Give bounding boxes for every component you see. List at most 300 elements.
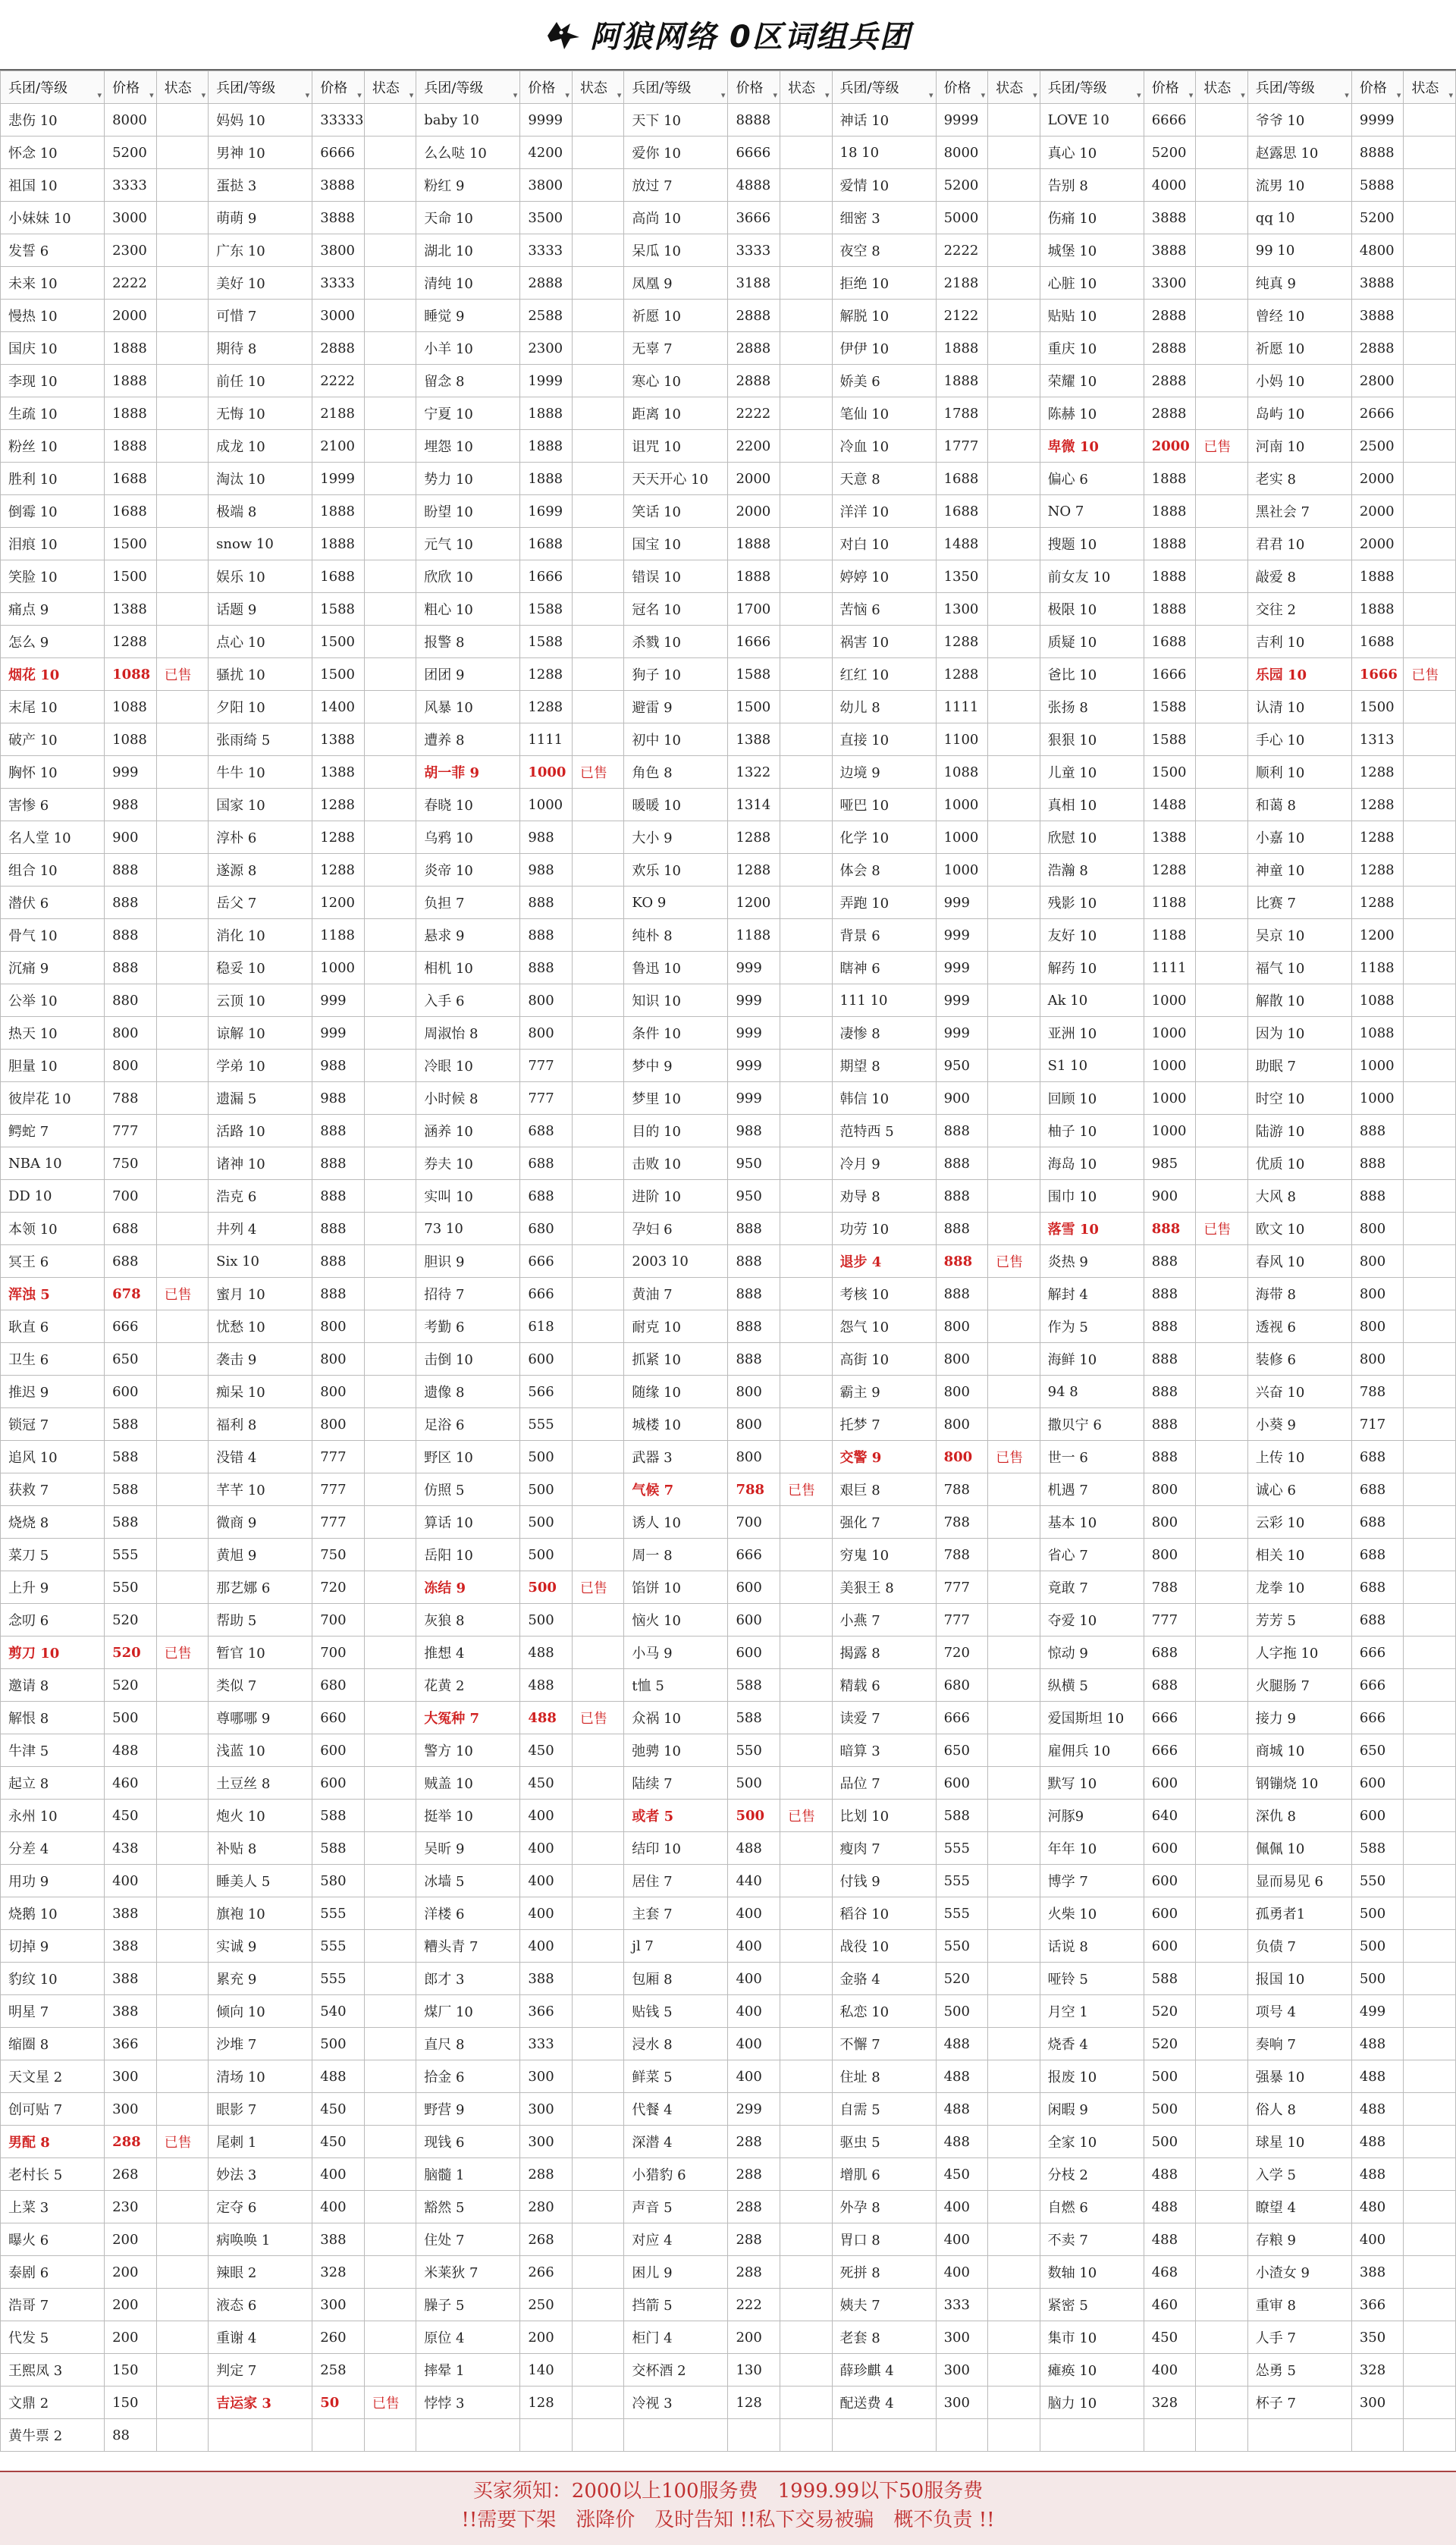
cell-group-name: 爱情 10 xyxy=(832,169,936,202)
cell-price: 1588 xyxy=(1144,691,1196,723)
filter-dropdown-icon[interactable]: ▾ xyxy=(305,90,310,100)
cell-status xyxy=(156,463,209,495)
filter-dropdown-icon[interactable]: ▾ xyxy=(1396,90,1401,100)
cell-status xyxy=(156,984,209,1017)
cell-group-name: 怎么 9 xyxy=(1,626,105,658)
cell-group-name: 落雪 10 xyxy=(1040,1213,1144,1245)
table-row xyxy=(1,1963,1456,1995)
filter-dropdown-icon[interactable]: ▾ xyxy=(1345,90,1349,100)
cell-group-name: 警方 10 xyxy=(416,1734,520,1767)
cell-group-name: 点心 10 xyxy=(209,626,312,658)
cell-status xyxy=(364,267,416,300)
cell-group-name xyxy=(1040,2419,1144,2452)
cell-group-name: 么么哒 10 xyxy=(416,137,520,169)
cell-status xyxy=(364,1637,416,1669)
cell-price: 588 xyxy=(1144,1963,1196,1995)
cell-group-name: S1 10 xyxy=(1040,1050,1144,1082)
cell-status: 已售 xyxy=(988,1245,1040,1278)
cell-status xyxy=(1196,952,1248,984)
cell-price: 400 xyxy=(1144,2354,1196,2387)
cell-group-name: 配送费 4 xyxy=(832,2387,936,2419)
cell-price: 1500 xyxy=(312,626,365,658)
cell-group-name: 73 10 xyxy=(416,1213,520,1245)
cell-group-name: 边境 9 xyxy=(832,756,936,789)
cell-group-name: 搜题 10 xyxy=(1040,528,1144,560)
cell-group-name: 结印 10 xyxy=(624,1832,728,1865)
cell-price: 600 xyxy=(1351,1800,1404,1832)
cell-price: 266 xyxy=(520,2256,573,2289)
cell-price xyxy=(520,2419,573,2452)
cell-group-name: 国家 10 xyxy=(209,789,312,821)
filter-dropdown-icon[interactable]: ▾ xyxy=(981,90,986,100)
header-status[interactable] xyxy=(572,71,624,104)
cell-status xyxy=(1196,626,1248,658)
cell-status xyxy=(572,1441,624,1473)
header-price[interactable] xyxy=(936,71,988,104)
header-group-level[interactable] xyxy=(416,71,520,104)
cell-price: 999 xyxy=(936,919,988,952)
cell-group-name: 冠名 10 xyxy=(624,593,728,626)
cell-status xyxy=(1196,1245,1248,1278)
filter-dropdown-icon[interactable]: ▾ xyxy=(357,90,362,100)
cell-group-name: 荣耀 10 xyxy=(1040,365,1144,397)
cell-status xyxy=(780,1506,832,1539)
cell-price: 258 xyxy=(312,2354,365,2387)
filter-dropdown-icon[interactable]: ▾ xyxy=(1033,90,1037,100)
cell-price: 1500 xyxy=(728,691,780,723)
filter-dropdown-icon[interactable]: ▾ xyxy=(565,90,570,100)
cell-status xyxy=(572,1734,624,1767)
cell-group-name: 牛牛 10 xyxy=(209,756,312,789)
cell-status xyxy=(1196,2289,1248,2321)
header-label: 状态 xyxy=(164,80,192,96)
cell-status xyxy=(1196,1147,1248,1180)
cell-status xyxy=(156,1115,209,1147)
cell-status xyxy=(780,463,832,495)
header-price[interactable] xyxy=(1144,71,1196,104)
header-group-level[interactable] xyxy=(1247,71,1351,104)
cell-group-name: 装修 6 xyxy=(1247,1343,1351,1376)
cell-status xyxy=(1404,1441,1456,1473)
cell-price: 260 xyxy=(312,2321,365,2354)
cell-group-name: 诅咒 10 xyxy=(624,430,728,463)
cell-price: 2100 xyxy=(312,430,365,463)
cell-price: 150 xyxy=(105,2354,157,2387)
filter-dropdown-icon[interactable]: ▾ xyxy=(773,90,777,100)
cell-price: 488 xyxy=(936,2028,988,2060)
cell-status xyxy=(988,1995,1040,2028)
cell-status xyxy=(572,919,624,952)
cell-price: 1888 xyxy=(936,365,988,397)
cell-status xyxy=(780,104,832,137)
cell-group-name: 99 10 xyxy=(1247,234,1351,267)
cell-group-name: 小妈 10 xyxy=(1247,365,1351,397)
header-price[interactable] xyxy=(1351,71,1404,104)
header-price[interactable] xyxy=(312,71,365,104)
cell-group-name: 项号 4 xyxy=(1247,1995,1351,2028)
cell-group-name: NO 7 xyxy=(1040,495,1144,528)
cell-status xyxy=(1196,332,1248,365)
cell-status: 已售 xyxy=(364,2387,416,2419)
filter-dropdown-icon[interactable]: ▾ xyxy=(824,90,830,100)
cell-group-name: 小嘉 10 xyxy=(1247,821,1351,854)
cell-status xyxy=(156,1310,209,1343)
cell-group-name: 冻结 9 xyxy=(416,1571,520,1604)
cell-price: 400 xyxy=(520,1865,573,1897)
cell-group-name: 省心 7 xyxy=(1040,1539,1144,1571)
filter-dropdown-icon[interactable]: ▾ xyxy=(97,90,102,100)
cell-group-name: 拒绝 10 xyxy=(832,267,936,300)
cell-status xyxy=(364,2289,416,2321)
cell-status xyxy=(1404,1180,1456,1213)
cell-group-name: 自燃 6 xyxy=(1040,2191,1144,2223)
cell-status xyxy=(1196,854,1248,887)
cell-status xyxy=(156,2289,209,2321)
cell-group-name: 明星 7 xyxy=(1,1995,105,2028)
cell-group-name: 呆瓜 10 xyxy=(624,234,728,267)
table-row xyxy=(1,1441,1456,1473)
cell-price: 1400 xyxy=(312,691,365,723)
cell-price: 3333 xyxy=(520,234,573,267)
cell-status xyxy=(1404,430,1456,463)
cell-group-name: 竟敢 7 xyxy=(1040,1571,1144,1604)
cell-price: 1888 xyxy=(105,365,157,397)
header-status[interactable] xyxy=(364,71,416,104)
cell-group-name: 挺举 10 xyxy=(416,1800,520,1832)
cell-price: 1388 xyxy=(1144,821,1196,854)
cell-status xyxy=(780,2289,832,2321)
cell-status xyxy=(572,1963,624,1995)
cell-group-name: 眼影 7 xyxy=(209,2093,312,2126)
cell-status xyxy=(1404,463,1456,495)
cell-price: 1000 xyxy=(1144,1050,1196,1082)
cell-group-name: 牛津 5 xyxy=(1,1734,105,1767)
cell-status xyxy=(364,1245,416,1278)
cell-group-name: 海鲜 10 xyxy=(1040,1343,1144,1376)
cell-price: 288 xyxy=(105,2126,157,2158)
cell-price: 4888 xyxy=(728,169,780,202)
cell-group-name: 小妹妹 10 xyxy=(1,202,105,234)
cell-price: 400 xyxy=(312,2158,365,2191)
cell-price: 888 xyxy=(1144,1213,1196,1245)
cell-price: 1288 xyxy=(728,821,780,854)
filter-dropdown-icon[interactable]: ▾ xyxy=(617,90,622,100)
cell-status xyxy=(988,2191,1040,2223)
cell-price: 2888 xyxy=(520,267,573,300)
cell-group-name: 陆游 10 xyxy=(1247,1115,1351,1147)
cell-price: 1000 xyxy=(1144,984,1196,1017)
cell-group-name: 鲜菜 5 xyxy=(624,2060,728,2093)
cell-price: 988 xyxy=(312,1082,365,1115)
cell-price: 800 xyxy=(728,1441,780,1473)
cell-group-name: 期待 8 xyxy=(209,332,312,365)
cell-price: 500 xyxy=(520,1604,573,1637)
header-status[interactable] xyxy=(1196,71,1248,104)
cell-group-name: 18 10 xyxy=(832,137,936,169)
filter-dropdown-icon[interactable]: ▾ xyxy=(720,90,726,100)
cell-price: 999 xyxy=(728,1082,780,1115)
cell-status xyxy=(572,300,624,332)
cell-group-name: 2003 10 xyxy=(624,1245,728,1278)
cell-price: 1688 xyxy=(312,560,365,593)
cell-group-name: 拾金 6 xyxy=(416,2060,520,2093)
cell-status xyxy=(156,267,209,300)
cell-status xyxy=(1196,1539,1248,1571)
cell-status xyxy=(988,952,1040,984)
filter-dropdown-icon[interactable]: ▾ xyxy=(1448,90,1453,100)
cell-price: 366 xyxy=(105,2028,157,2060)
cell-price: 1188 xyxy=(1144,919,1196,952)
cell-status xyxy=(572,1376,624,1408)
cell-group-name: 深仇 8 xyxy=(1247,1800,1351,1832)
cell-group-name: 击倒 10 xyxy=(416,1343,520,1376)
table-row xyxy=(1,137,1456,169)
cell-price: 600 xyxy=(1144,1767,1196,1800)
table-row xyxy=(1,202,1456,234)
cell-price: 800 xyxy=(1144,1506,1196,1539)
header-group-level[interactable] xyxy=(209,71,312,104)
cell-group-name: 缩圈 8 xyxy=(1,2028,105,2060)
filter-dropdown-icon[interactable]: ▾ xyxy=(409,90,414,100)
cell-group-name: 稳妥 10 xyxy=(209,952,312,984)
cell-status xyxy=(1196,169,1248,202)
cell-status xyxy=(364,1115,416,1147)
cell-group-name: 凤凰 9 xyxy=(624,267,728,300)
cell-price: 3800 xyxy=(520,169,573,202)
cell-price: 2588 xyxy=(520,300,573,332)
cell-group-name: 爱国斯坦 10 xyxy=(1040,1702,1144,1734)
cell-price: 999 xyxy=(728,952,780,984)
cell-price: 666 xyxy=(1144,1734,1196,1767)
cell-status xyxy=(1196,1930,1248,1963)
cell-status xyxy=(780,560,832,593)
cell-status xyxy=(156,1995,209,2028)
cell-group-name: 灰狼 8 xyxy=(416,1604,520,1637)
cell-price: 1688 xyxy=(936,463,988,495)
cell-group-name: 无辜 7 xyxy=(624,332,728,365)
cell-price: 250 xyxy=(520,2289,573,2321)
cell-price: 888 xyxy=(1351,1180,1404,1213)
cell-status xyxy=(156,2321,209,2354)
cell-price: 520 xyxy=(105,1637,157,1669)
cell-status xyxy=(364,1343,416,1376)
cell-status xyxy=(364,1147,416,1180)
cell-status xyxy=(1196,1800,1248,1832)
cell-group-name: 永州 10 xyxy=(1,1800,105,1832)
cell-group-name: 基本 10 xyxy=(1040,1506,1144,1539)
cell-status xyxy=(988,1897,1040,1930)
cell-group-name: 流男 10 xyxy=(1247,169,1351,202)
filter-dropdown-icon[interactable]: ▾ xyxy=(513,90,518,100)
cell-price: 333 xyxy=(520,2028,573,2060)
cell-group-name: 李现 10 xyxy=(1,365,105,397)
header-status[interactable] xyxy=(1404,71,1456,104)
cell-price: 888 xyxy=(520,887,573,919)
filter-dropdown-icon[interactable]: ▾ xyxy=(1137,90,1141,100)
cell-status xyxy=(156,1408,209,1441)
cell-price: 1322 xyxy=(728,756,780,789)
cell-price: 1588 xyxy=(520,593,573,626)
cell-group-name: 对白 10 xyxy=(832,528,936,560)
cell-price: 2300 xyxy=(105,234,157,267)
cell-status xyxy=(364,1539,416,1571)
cell-group-name: 浩克 6 xyxy=(209,1180,312,1213)
cell-status xyxy=(1404,887,1456,919)
cell-price: 800 xyxy=(936,1408,988,1441)
cell-status xyxy=(572,1050,624,1082)
cell-group-name: 沙堆 7 xyxy=(209,2028,312,2060)
cell-group-name: 岳阳 10 xyxy=(416,1539,520,1571)
cell-group-name: 世一 6 xyxy=(1040,1441,1144,1473)
header-price[interactable] xyxy=(105,71,157,104)
cell-price: 988 xyxy=(520,821,573,854)
cell-group-name: 悖悖 3 xyxy=(416,2387,520,2419)
cell-status xyxy=(988,202,1040,234)
cell-status xyxy=(572,1017,624,1050)
cell-group-name: 吴昕 9 xyxy=(416,1832,520,1865)
header-price[interactable] xyxy=(520,71,573,104)
table-row xyxy=(1,1930,1456,1963)
header-group-level[interactable] xyxy=(624,71,728,104)
cell-status xyxy=(1404,2191,1456,2223)
cell-status xyxy=(780,1995,832,2028)
table-row xyxy=(1,691,1456,723)
cell-price: 800 xyxy=(1351,1245,1404,1278)
cell-group-name: 龙拳 10 xyxy=(1247,1571,1351,1604)
cell-status xyxy=(572,1082,624,1115)
cell-price: 1699 xyxy=(520,495,573,528)
cell-group-name: 自需 5 xyxy=(832,2093,936,2126)
filter-dropdown-icon[interactable]: ▾ xyxy=(929,90,934,100)
cell-group-name: 稻谷 10 xyxy=(832,1897,936,1930)
table-row xyxy=(1,1897,1456,1930)
table-row xyxy=(1,104,1456,137)
cell-status xyxy=(156,1213,209,1245)
cell-group-name: 美狠王 8 xyxy=(832,1571,936,1604)
header-status[interactable] xyxy=(988,71,1040,104)
cell-status xyxy=(156,789,209,821)
cell-price: 900 xyxy=(1144,1180,1196,1213)
cell-price: 200 xyxy=(105,2256,157,2289)
listing-table-container xyxy=(0,71,1456,2452)
cell-status xyxy=(988,593,1040,626)
cell-price: 1288 xyxy=(1144,854,1196,887)
cell-group-name: 围巾 10 xyxy=(1040,1180,1144,1213)
cell-price: 1088 xyxy=(105,691,157,723)
cell-group-name: 那艺娜 6 xyxy=(209,1571,312,1604)
cell-group-name: 增肌 6 xyxy=(832,2158,936,2191)
cell-price: 788 xyxy=(105,1082,157,1115)
header-price[interactable] xyxy=(728,71,780,104)
cell-status xyxy=(988,169,1040,202)
cell-price: 2222 xyxy=(728,397,780,430)
cell-group-name: 品位 7 xyxy=(832,1767,936,1800)
cell-price: 400 xyxy=(728,1930,780,1963)
cell-price: 1288 xyxy=(520,658,573,691)
cell-group-name: 胸怀 10 xyxy=(1,756,105,789)
cell-price: 450 xyxy=(520,1734,573,1767)
cell-price: 1777 xyxy=(936,430,988,463)
header-status[interactable] xyxy=(156,71,209,104)
cell-status xyxy=(780,1702,832,1734)
header-group-level[interactable] xyxy=(1040,71,1144,104)
cell-group-name: 欣欣 10 xyxy=(416,560,520,593)
cell-price: 1588 xyxy=(520,626,573,658)
cell-status xyxy=(364,463,416,495)
cell-price: 1088 xyxy=(1351,984,1404,1017)
cell-price: 1200 xyxy=(728,887,780,919)
cell-group-name: 贴贴 10 xyxy=(1040,300,1144,332)
cell-price: 550 xyxy=(105,1571,157,1604)
filter-dropdown-icon[interactable]: ▾ xyxy=(201,90,206,100)
cell-price: 2188 xyxy=(312,397,365,430)
cell-group-name: 距离 10 xyxy=(624,397,728,430)
cell-price: 788 xyxy=(936,1539,988,1571)
header-group-level[interactable] xyxy=(1,71,105,104)
cell-price: 2888 xyxy=(1144,365,1196,397)
cell-price: 600 xyxy=(1144,1832,1196,1865)
cell-price: 1888 xyxy=(520,463,573,495)
cell-status xyxy=(364,2158,416,2191)
header-status[interactable] xyxy=(780,71,832,104)
cell-status xyxy=(1404,919,1456,952)
cell-group-name: 冷眼 10 xyxy=(416,1050,520,1082)
cell-price: 450 xyxy=(520,1767,573,1800)
filter-dropdown-icon[interactable]: ▾ xyxy=(1188,90,1194,100)
cell-group-name: 目的 10 xyxy=(624,1115,728,1147)
header-group-level[interactable] xyxy=(832,71,936,104)
cell-price: 388 xyxy=(105,1897,157,1930)
cell-price: 600 xyxy=(520,1343,573,1376)
cell-group-name: 姨夫 7 xyxy=(832,2289,936,2321)
cell-status xyxy=(1404,1115,1456,1147)
cell-status xyxy=(780,1147,832,1180)
cell-status xyxy=(1404,560,1456,593)
cell-price: 520 xyxy=(1144,2028,1196,2060)
filter-dropdown-icon[interactable]: ▾ xyxy=(149,90,154,100)
cell-group-name: 极限 10 xyxy=(1040,593,1144,626)
cell-group-name: 神话 10 xyxy=(832,104,936,137)
cell-status xyxy=(572,854,624,887)
cell-price: 588 xyxy=(728,1702,780,1734)
cell-price: 3500 xyxy=(520,202,573,234)
cell-status xyxy=(988,137,1040,169)
cell-group-name: 瞭望 4 xyxy=(1247,2191,1351,2223)
cell-group-name: 众祸 10 xyxy=(624,1702,728,1734)
table-row xyxy=(1,2158,1456,2191)
cell-group-name: 体会 8 xyxy=(832,854,936,887)
cell-group-name: 忧愁 10 xyxy=(209,1310,312,1343)
cell-group-name: 孤勇者1 xyxy=(1247,1897,1351,1930)
filter-dropdown-icon[interactable]: ▾ xyxy=(1241,90,1245,100)
cell-price: 1500 xyxy=(312,658,365,691)
cell-group-name: 柚子 10 xyxy=(1040,1115,1144,1147)
cell-status xyxy=(1404,2387,1456,2419)
cell-status xyxy=(780,2387,832,2419)
header-label: 状态 xyxy=(579,80,607,96)
cell-status xyxy=(1196,2256,1248,2289)
cell-status xyxy=(780,821,832,854)
cell-group-name: 退步 4 xyxy=(832,1245,936,1278)
cell-group-name: 用功 9 xyxy=(1,1865,105,1897)
cell-price: 2888 xyxy=(1144,300,1196,332)
cell-status xyxy=(1196,234,1248,267)
cell-price: 438 xyxy=(105,1832,157,1865)
cell-group-name: 卫生 6 xyxy=(1,1343,105,1376)
cell-group-name: 大风 8 xyxy=(1247,1180,1351,1213)
cell-price: 500 xyxy=(1144,2093,1196,2126)
table-row xyxy=(1,495,1456,528)
